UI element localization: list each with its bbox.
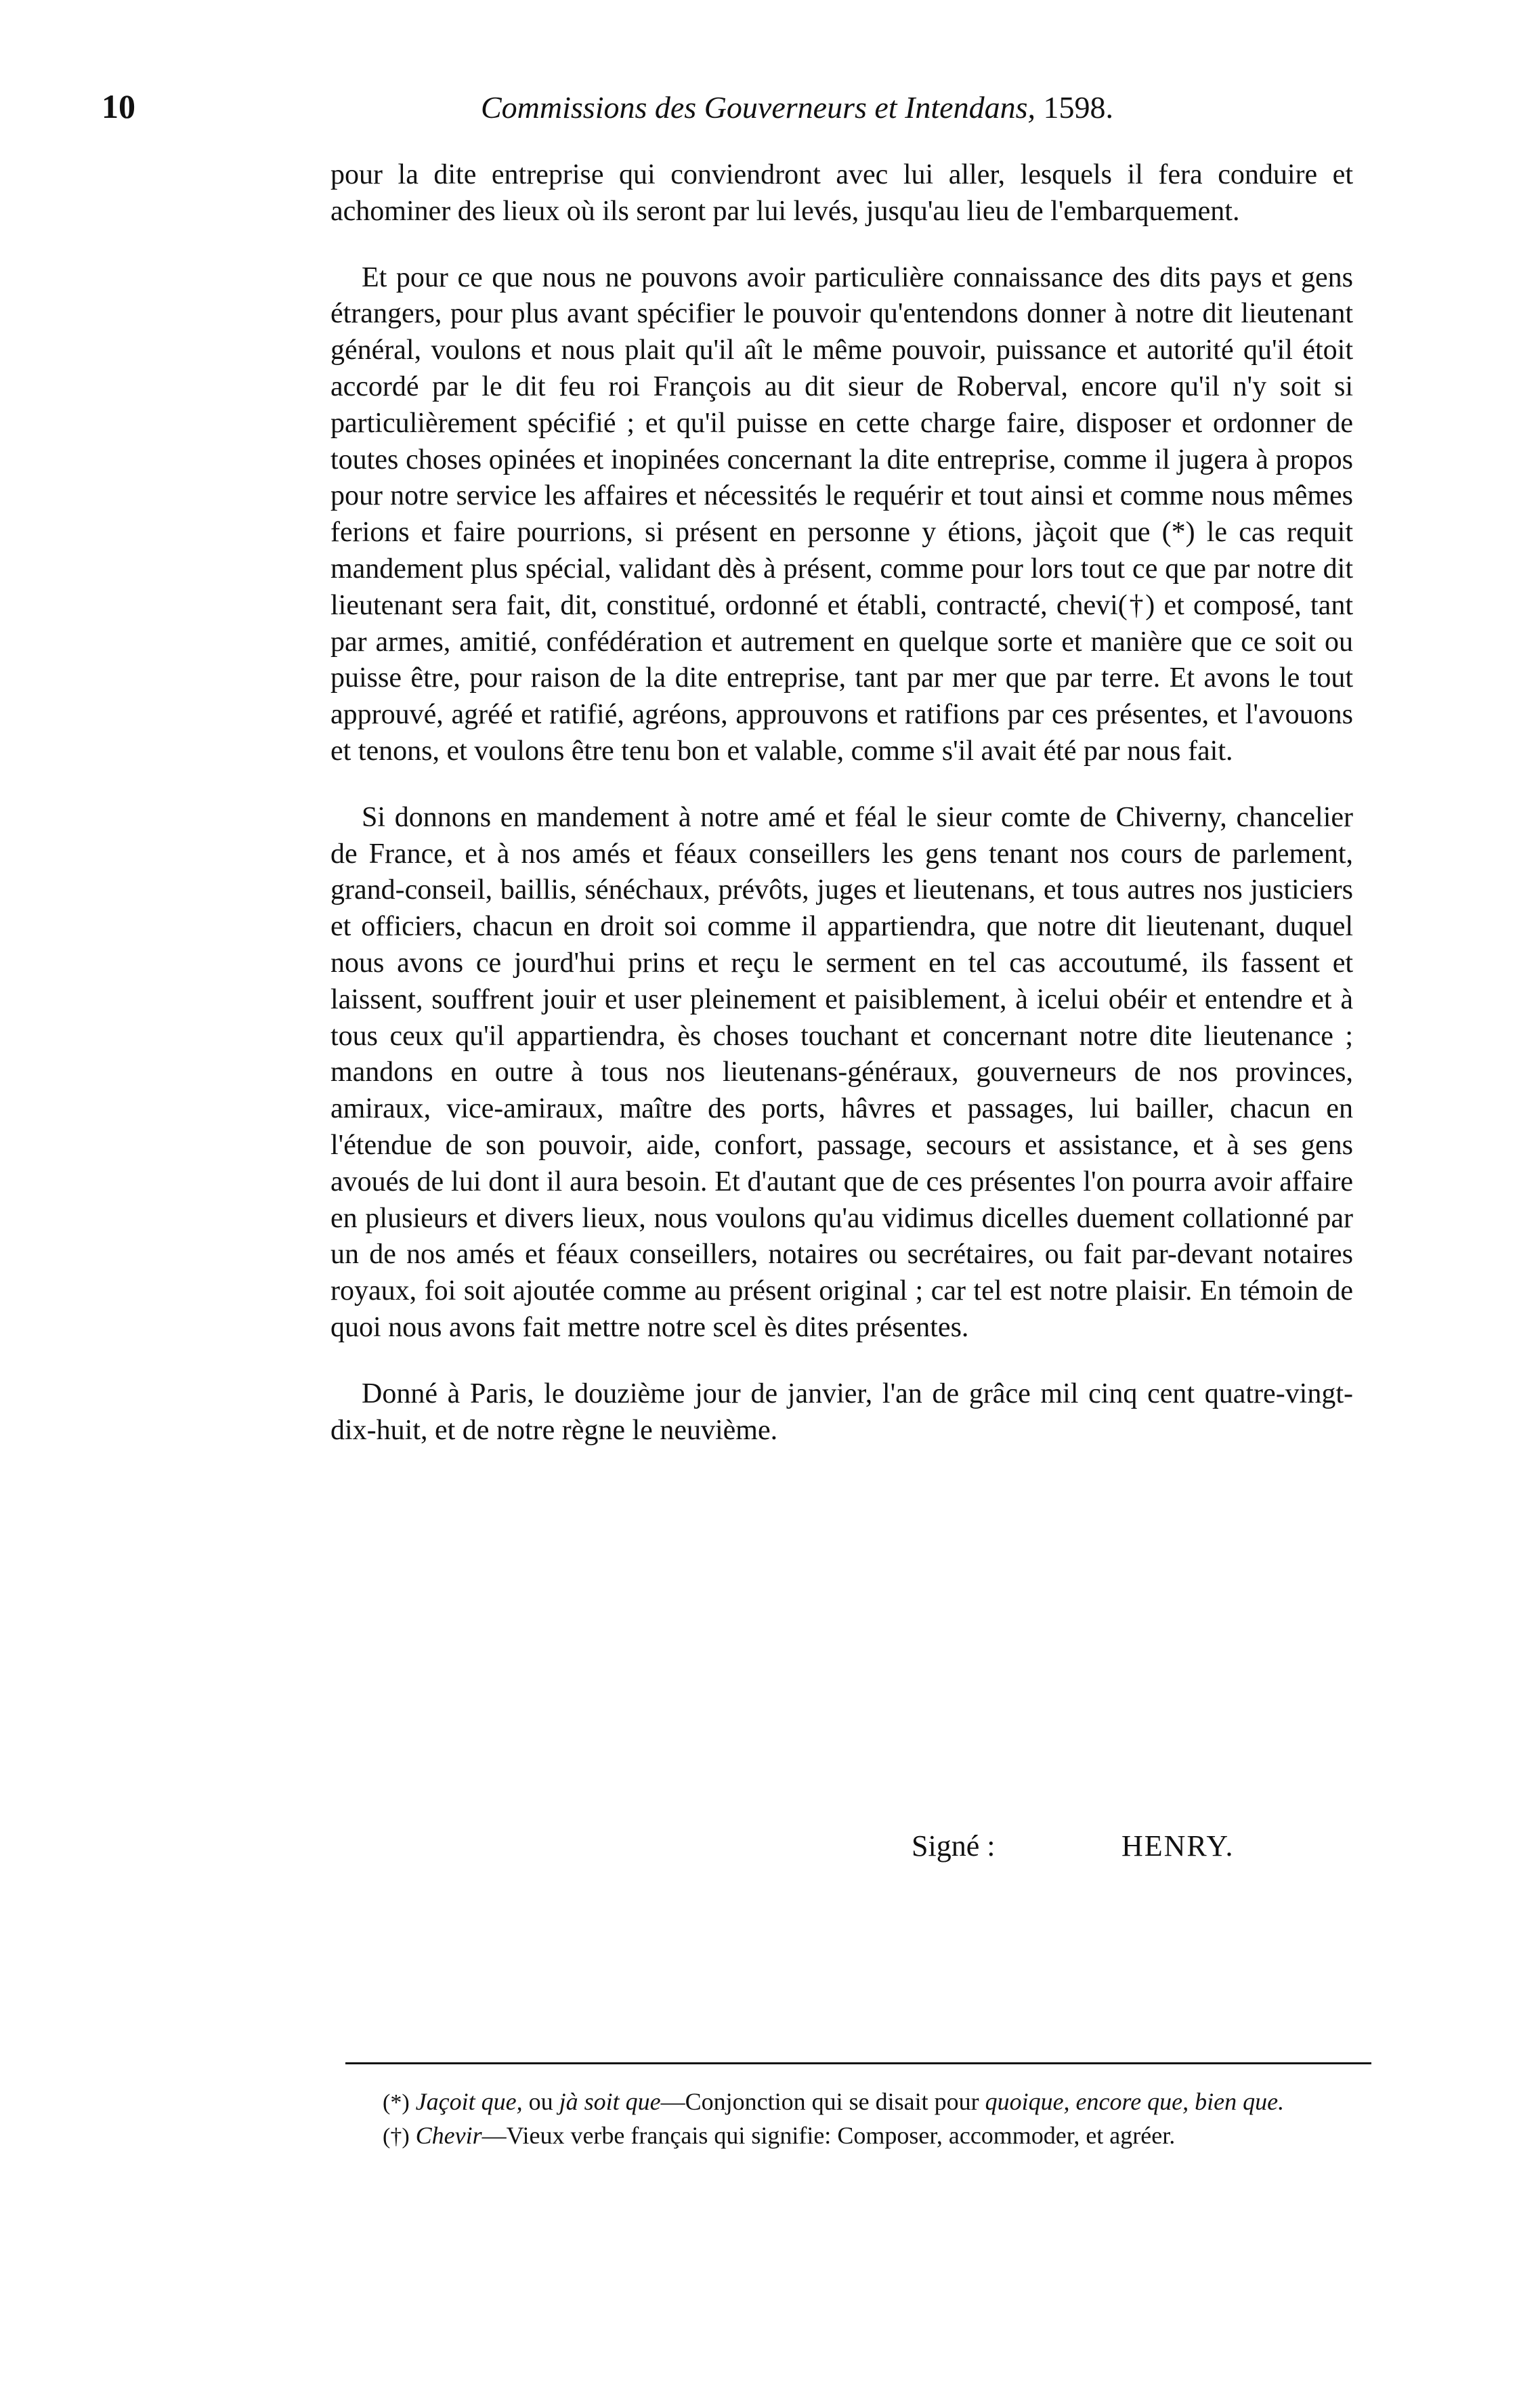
footnote-1	[342, 2086, 1385, 2119]
footnote-2-term: Chevir	[415, 2122, 482, 2149]
footnote-divider	[345, 2062, 1371, 2064]
signature-label: Signé :	[912, 1829, 996, 1862]
footnote-1-synonyms: quoique, encore que, bien que.	[985, 2088, 1285, 2115]
footnote-1-text: —Conjonction qui se disait pour	[660, 2088, 979, 2115]
paragraph-mandate: Si donnons en mandement à notre amé et féal le sieur comte de Chiverny, chancelier de France, et à nos amés et féaux conseillers les gens tenant nos cours de parlement, grand-conseil, baillis, sénéchaux, prévôts, juges et lieutenans, et tous autres nos justiciers et officiers, chacun en droit soi comme il appartiendra, que notre dit lieutenant, duquel nous avons ce jourd'hui prins et reçu le serment en tel cas accoutumé, ils fassent et laissent, souffrent jouir et user pleinement et paisiblement, à icelui obéir et entendre et à tous ceux qu'il appartiendra, ès choses touchant et concernant notre dite lieutenance ; mandons en outre à tous nos lieutenans-généraux, gouverneurs de nos provinces, amiraux, vice-amiraux, maître des ports, hâvres et passages, lui bailler, chacun en l'étendue de son pouvoir, aide, confort, passage, secours et assistance, et à ses gens avoués de lui dont il aura besoin. Et d'autant que de ces présentes l'on pourra avoir affaire en plusieurs et divers lieux, nous voulons qu'au vidimus dicelles duement collationné par un de nos amés et féaux conseillers, notaires ou secrétaires, ou fait par-devant notaires royaux, foi soit ajoutée comme au présent original ; car tel est notre plaisir. En témoin de quoi nous avons fait mettre notre scel ès dites présentes.	[330, 801, 1353, 1343]
footnotes	[342, 2086, 1385, 2152]
footnote-1-term: Jaçoit que,	[415, 2088, 523, 2115]
footnote-1-mark: (*)	[383, 2090, 410, 2115]
running-title-text: Commissions des Gouverneurs et Intendans,	[481, 90, 1035, 125]
paragraph-powers: Et pour ce que nous ne pouvons avoir particulière connaissance des dits pays et gens étrangers, pour plus avant spécifier le pouvoir qu'entendons donner à notre dit lieutenant général, voulons et nous plait qu'il aît le même pouvoir, puissance et autorité qu'il étoit accordé par le dit feu roi François au dit sieur de Roberval, encore qu'il n'y soit si particulièrement spécifié ; et qu'il puisse en cette charge faire, disposer et ordonner de toutes choses opinées et inopinées concernant la dite entreprise, comme il jugera à propos pour notre service les affaires et nécessités le requérir et tout ainsi et comme nous mêmes ferions et faire pourrions, si présent en personne y étions, jàçoit que (*) le cas requit mandement plus spécial, validant dès à présent, comme pour lors tout ce que par notre dit lieutenant sera fait, dit, constitué, ordonné et établi, contracté, chevi(†) et composé, tant par armes, amitié, confédération et autrement en quelque sorte et manière que ce soit ou puisse être, pour raison de la dite entreprise, tant par mer que par terre. Et avons le tout approuvé, agréé et ratifié, agréons, approuvons et ratifions par ces présentes, et l'avouons et tenons, et voulons être tenu bon et valable, comme s'il avait été par nous fait.	[330, 261, 1353, 767]
running-title-year: 1598.	[1043, 90, 1113, 125]
page-number: 10	[102, 87, 135, 125]
signature-line	[912, 1829, 1234, 1863]
paragraph-continuation: pour la dite entreprise qui conviendront avec lui aller, lesquels il fera conduire et achominer des lieux où ils seront par lui levés, jusqu'au lieu de l'embarquement.	[330, 159, 1353, 227]
footnote-1-alt: jà soit que	[559, 2088, 661, 2115]
body-text	[330, 157, 1353, 1449]
footnote-2-mark: (†)	[383, 2124, 410, 2149]
footnote-2-text: —Vieux verbe français qui signifie: Composer, accommoder, et agréer.	[482, 2122, 1176, 2149]
page-header	[102, 87, 1368, 141]
footnote-2	[342, 2120, 1385, 2152]
running-title	[481, 89, 1113, 125]
footnote-1-or: ou	[528, 2088, 553, 2115]
paragraph-dating: Donné à Paris, le douzième jour de janvier, l'an de grâce mil cinq cent quatre-vingt-dix-huit, et de notre règne le neuvième.	[330, 1378, 1353, 1446]
signature-name: HENRY.	[1121, 1829, 1235, 1862]
